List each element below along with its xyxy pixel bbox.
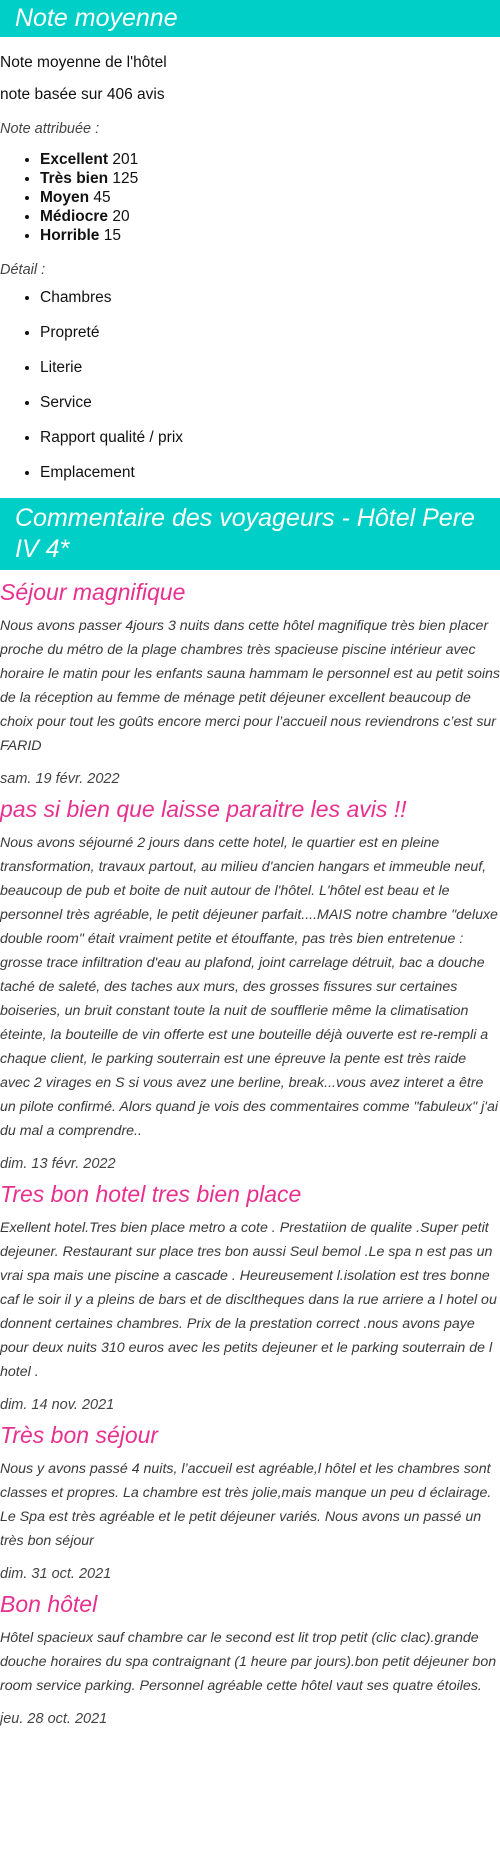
review-date: jeu. 28 oct. 2021 <box>0 1711 108 1727</box>
review-date: dim. 31 oct. 2021 <box>0 1566 112 1582</box>
detail-item: • Chambres <box>40 288 500 307</box>
rating-section <box>0 0 500 482</box>
rating-label: Très bien <box>40 170 109 187</box>
detail-item: • Propreté <box>40 323 500 342</box>
rating-item <box>40 169 500 188</box>
rating-label: Horrible <box>40 227 100 244</box>
rating-count: 15 <box>103 227 121 244</box>
reviews-section <box>0 498 500 1727</box>
detail-item: • Rapport qualité / prix <box>40 428 500 447</box>
rating-label: Excellent <box>40 151 109 168</box>
review-item <box>0 578 500 787</box>
rating-breakdown-list <box>0 150 500 245</box>
detail-item: • Emplacement <box>40 463 500 482</box>
rating-item <box>40 226 500 245</box>
rating-heading: Note moyenne <box>0 0 500 37</box>
review-body: Exellent hotel.Tres bien place metro a cote . Prestatiion de qualite .Super petit dejeuner. Restaurant sur place tres bon aussi Seul bemol .Le spa n est pas un vrai spa mais une piscine a cascade . Heureusement l.isolation est tres bonne caf le soir il y a pleins de bars et de discltheques dans la rue arriere a l hotel ou donnent certaines chambres. Prix de la prestation correct .nous avons paye pour deux nuits 310 euros avec les petits dejeuner et le parking souterrain de l hotel . <box>0 1220 497 1380</box>
rating-count: 201 <box>112 151 139 168</box>
rating-item <box>40 207 500 226</box>
attributed-rating-label: Note attribuée : <box>0 121 100 137</box>
rating-item <box>40 188 500 207</box>
review-body: Nous y avons passé 4 nuits, l’accueil est agréable,l hôtel et les chambres sont classes et propres. La chambre est très jolie,mais manque un peu d éclairage. Le Spa est très agréable et le petit déjeuner variés. Nous avons un passé un très bon séjour <box>0 1461 492 1549</box>
review-title: Très bon séjour <box>0 1422 159 1448</box>
review-title: Bon hôtel <box>0 1591 98 1617</box>
rating-label: Médiocre <box>40 208 109 225</box>
review-item <box>0 1421 500 1582</box>
rating-count: 20 <box>112 208 130 225</box>
detail-item: • Literie <box>40 358 500 377</box>
review-date: dim. 14 nov. 2021 <box>0 1397 115 1413</box>
review-title: pas si bien que laisse paraitre les avis !! <box>0 796 407 822</box>
review-body: Hôtel spacieux sauf chambre car le second est lit trop petit (clic clac).grande douche horaires du spa contraignant (1 heure par jours).bon petit déjeuner bon room service parking. Personnel agréable cette hôtel vaut ses quatre étoiles. <box>0 1630 497 1694</box>
rating-count: 45 <box>93 189 111 206</box>
detail-item: • Service <box>40 393 500 412</box>
review-body: Nous avons séjourné 2 jours dans cette hotel, le quartier est en pleine transformation, travaux partout, au milieu d'ancien hangars et immeuble neuf, beaucoup de pub et boite de nuit autour de l'hôtel. L'hôtel est beau et le personnel très agréable, le petit déjeuner parfait....MAIS notre chambre "deluxe double room" était vraiment petite et étouffante, pas très bien entretenue : grosse trace infiltration d'eau au plafond, joint carrelage détruit, bac a douche taché de saleté, des taches aux murs, des grosses fissures sur certaines boiseries, un bruit constant toute la nuit de soufflerie même la climatisation éteinte, la bouteille de vin offerte est une bouteille déjà ouverte est re-rempli a chaque client, le parking souterrain est une épreuve la pente est très raide avec 2 virages en S si vous avez une berline, break...vous avez interet a être un pilote confirmé. Alors quand je vois des commentaires comme "fabuleux" j'ai du mal a comprendre.. <box>0 835 499 1139</box>
review-count: note basée sur 406 avis <box>0 86 165 103</box>
review-title: Séjour magnifique <box>0 579 186 605</box>
detail-list <box>0 288 500 482</box>
reviews-heading: Commentaire des voyageurs - Hôtel Pere IV 4* <box>0 498 500 570</box>
review-title: Tres bon hotel tres bien place <box>0 1181 302 1207</box>
review-date: sam. 19 févr. 2022 <box>0 771 120 787</box>
rating-count: 125 <box>112 170 139 187</box>
review-item <box>0 1590 500 1727</box>
rating-label: Moyen <box>40 189 90 206</box>
review-item <box>0 795 500 1172</box>
detail-label: Détail : <box>0 262 46 278</box>
review-body: Nous avons passer 4jours 3 nuits dans cette hôtel magnifique très bien placer proche du métro de la plage chambres très spacieuse piscine intérieur avec horaire le matin pour les enfants sauna hammam le personnel est au petit soins de la réception au femme de ménage petit déjeuner excellent beaucoup de choix pour tout les goûts encore merci pour l’accueil nous reviendrons c’est sur FARID <box>0 618 500 754</box>
review-date: dim. 13 févr. 2022 <box>0 1156 116 1172</box>
rating-item <box>40 150 500 169</box>
average-rating-label: Note moyenne de l'hôtel <box>0 54 167 71</box>
review-item <box>0 1180 500 1413</box>
